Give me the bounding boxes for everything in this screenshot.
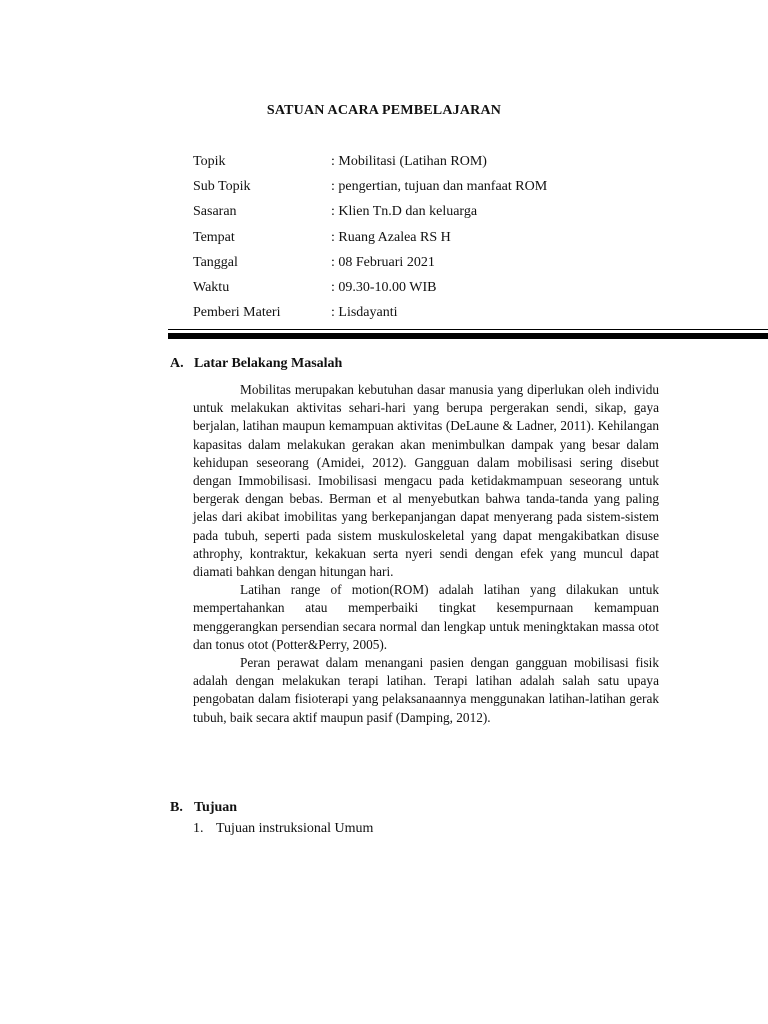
meta-label: Pemberi Materi xyxy=(193,305,281,321)
meta-row-topik xyxy=(193,152,713,177)
paragraph: Peran perawat dalam menangani pasien dengan gangguan mobilisasi fisik adalah dengan melakukan terapi latihan. Terapi latihan adalah salah satu upaya pengobatan dalam fisioterapi yang pelaksanaannya menggunakan latihan-latihan gerak tubuh, baik secara aktif maupun pasif (Damping, 2012). xyxy=(193,655,659,725)
meta-label: Waktu xyxy=(193,279,230,295)
section-a-heading xyxy=(170,355,342,373)
meta-table xyxy=(193,152,713,328)
meta-label: Tanggal xyxy=(193,254,238,270)
meta-value: : 09.30-10.00 WIB xyxy=(331,278,437,298)
meta-value: : 08 Februari 2021 xyxy=(331,253,435,273)
section-a-body xyxy=(193,381,659,727)
meta-value: : pengertian, tujuan dan manfaat ROM xyxy=(331,177,547,197)
list-number: 1. xyxy=(193,821,204,836)
divider-thin xyxy=(168,329,768,330)
meta-label: Tempat xyxy=(193,229,235,245)
meta-label: Sasaran xyxy=(193,204,237,220)
section-letter: B. xyxy=(170,800,183,815)
meta-row-waktu xyxy=(193,278,713,303)
meta-row-pemberi-materi xyxy=(193,303,713,328)
meta-value: : Lisdayanti xyxy=(331,303,398,323)
meta-value: : Klien Tn.D dan keluarga xyxy=(331,202,477,222)
meta-row-tempat xyxy=(193,228,713,253)
meta-value: : Mobilitasi (Latihan ROM) xyxy=(331,152,487,172)
meta-row-sasaran xyxy=(193,202,713,227)
meta-row-sub-topik xyxy=(193,177,713,202)
meta-label: Topik xyxy=(193,154,226,169)
divider-thick xyxy=(168,333,768,339)
meta-value: : Ruang Azalea RS H xyxy=(331,228,451,248)
document-title: SATUAN ACARA PEMBELAJARAN xyxy=(266,103,502,118)
meta-label: Sub Topik xyxy=(193,179,251,195)
section-title: Tujuan xyxy=(194,800,238,815)
paragraph: Mobilitas merupakan kebutuhan dasar manusia yang diperlukan oleh individu untuk melakukan aktivitas sehari-hari yang berupa pergerakan sendi, sikap, gaya berjalan, latihan maupun kemampuan aktivitas (DeLaune & Ladner, 2011). Kehilangan kapasitas dalam melakukan gerakan akan menimbulkan dampak yang besar dalam kehidupan seseorang (Amidei, 2012). Gangguan dalam mobilisasi sering disebut dengan Immobilisasi. Imobilisasi mengacu pada ketidakmampuan seseorang untuk bergerak dengan bebas. Berman et al menyebutkan bahwa tanda-tanda yang paling jelas dari akibat imobilitas yang berkepanjangan dapat menyerang pada sistem-sistem pada tubuh, seperti pada sistem muskuloskeletal yang dapat mengakibatkan disuse athrophy, kontraktur, kekakuan serta nyeri sendi dengan efek yang muncul dapat diamati bahkan dengan hitungan hari. xyxy=(193,382,659,580)
paragraph: Latihan range of motion(ROM) adalah latihan yang dilakukan untuk mempertahankan atau memperbaiki tingkat kesempurnaan kemampuan menggerangkan persendian secara normal dan lengkap untuk meningktakan massa otot dan tonus otot (Potter&Perry, 2005). xyxy=(193,582,659,652)
section-b-heading xyxy=(170,799,237,817)
list-text: Tujuan instruksional Umum xyxy=(216,821,374,836)
meta-row-tanggal xyxy=(193,253,713,278)
section-letter: A. xyxy=(170,356,184,371)
list-item xyxy=(193,820,373,838)
section-title: Latar Belakang Masalah xyxy=(194,356,343,371)
